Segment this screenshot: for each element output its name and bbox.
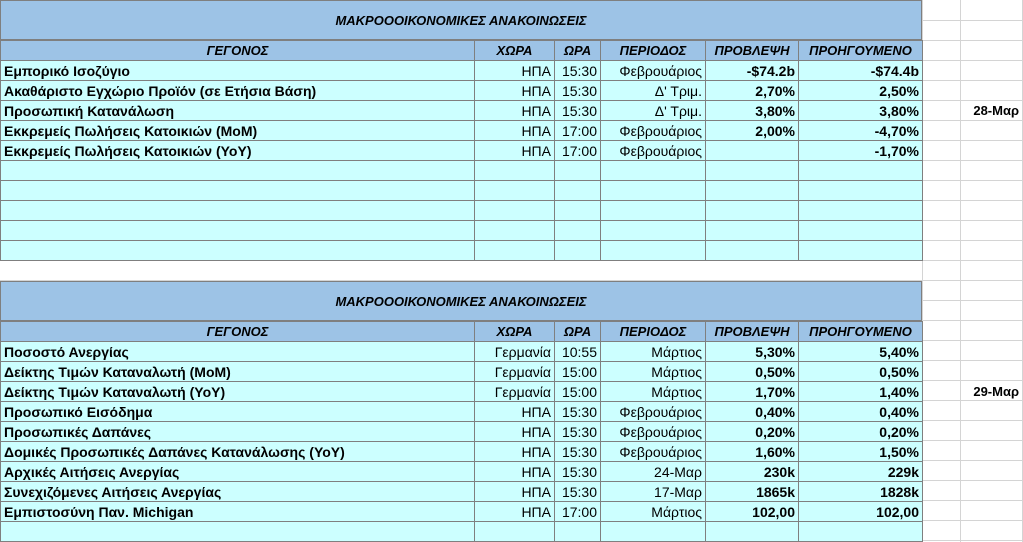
forecast-cell[interactable]: 3,80% <box>706 101 799 121</box>
header-forecast[interactable]: ΠΡΟΒΛΕΨΗ <box>706 322 799 342</box>
table-row <box>1 101 923 121</box>
period-cell[interactable] <box>601 161 706 181</box>
period-cell[interactable]: Μάρτιος <box>601 362 706 382</box>
header-country[interactable]: ΧΩΡΑ <box>475 41 555 61</box>
time-cell[interactable]: 15:30 <box>555 482 601 502</box>
country-cell[interactable] <box>475 181 555 201</box>
forecast-cell[interactable] <box>706 201 799 221</box>
country-cell[interactable]: Γερμανία <box>475 382 555 402</box>
table-row <box>1 61 923 81</box>
event-cell[interactable] <box>1 201 475 221</box>
event-cell[interactable]: Προσωπικό Εισόδημα <box>1 402 475 422</box>
country-cell[interactable]: ΗΠΑ <box>475 141 555 161</box>
time-cell[interactable]: 15:00 <box>555 382 601 402</box>
forecast-cell[interactable]: 0,40% <box>706 402 799 422</box>
period-cell[interactable]: Μάρτιος <box>601 502 706 522</box>
time-cell[interactable] <box>555 181 601 201</box>
country-cell[interactable]: ΗΠΑ <box>475 422 555 442</box>
forecast-cell[interactable]: 1,70% <box>706 382 799 402</box>
announcements-block-1 <box>0 0 922 261</box>
previous-cell[interactable]: -4,70% <box>799 121 923 141</box>
period-cell[interactable]: Φεβρουάριος <box>601 442 706 462</box>
time-cell[interactable]: 17:00 <box>555 121 601 141</box>
forecast-cell[interactable]: 230k <box>706 462 799 482</box>
forecast-cell[interactable] <box>706 181 799 201</box>
period-cell[interactable]: Δ' Τριμ. <box>601 81 706 101</box>
period-cell[interactable] <box>601 201 706 221</box>
time-cell[interactable] <box>555 161 601 181</box>
forecast-cell[interactable]: 0,50% <box>706 362 799 382</box>
period-cell[interactable]: 17-Μαρ <box>601 482 706 502</box>
period-cell[interactable] <box>601 522 706 542</box>
event-cell[interactable]: Συνεχιζόμενες Αιτήσεις Ανεργίας <box>1 482 475 502</box>
time-cell[interactable] <box>555 241 601 261</box>
table-row <box>1 422 923 442</box>
header-time[interactable]: ΩΡΑ <box>555 41 601 61</box>
previous-cell[interactable]: 0,40% <box>799 402 923 422</box>
country-cell[interactable]: ΗΠΑ <box>475 402 555 422</box>
header-row <box>1 41 923 61</box>
table-row <box>1 382 923 402</box>
time-cell[interactable]: 15:30 <box>555 101 601 121</box>
time-cell[interactable]: 15:30 <box>555 81 601 101</box>
table-title[interactable]: ΜΑΚΡΟΟΟΙΚΟΝΟΜΙΚΕΣ ΑΝΑΚΟΙΝΩΣΕΙΣ <box>0 0 922 40</box>
forecast-cell[interactable]: 0,20% <box>706 422 799 442</box>
event-cell[interactable]: Προσωπικές Δαπάνες <box>1 422 475 442</box>
period-cell[interactable]: 24-Μαρ <box>601 462 706 482</box>
table-row <box>1 522 923 542</box>
previous-cell[interactable]: 0,50% <box>799 362 923 382</box>
table-row <box>1 201 923 221</box>
event-cell[interactable] <box>1 161 475 181</box>
header-time[interactable]: ΩΡΑ <box>555 322 601 342</box>
forecast-cell[interactable] <box>706 161 799 181</box>
table-row <box>1 482 923 502</box>
forecast-cell[interactable] <box>706 522 799 542</box>
time-cell[interactable]: 17:00 <box>555 141 601 161</box>
forecast-cell[interactable]: 2,00% <box>706 121 799 141</box>
time-cell[interactable]: 15:30 <box>555 61 601 81</box>
event-cell[interactable]: Δομικές Προσωπικές Δαπάνες Κατανάλωσης (YoY) <box>1 442 475 462</box>
header-event[interactable]: ΓΕΓΟΝΟΣ <box>1 322 475 342</box>
table-row <box>1 442 923 462</box>
event-cell[interactable]: Εμπιστοσύνη Παν. Michigan <box>1 502 475 522</box>
previous-cell[interactable] <box>799 221 923 241</box>
event-cell[interactable] <box>1 181 475 201</box>
forecast-cell[interactable]: 5,30% <box>706 342 799 362</box>
table-row <box>1 181 923 201</box>
date-label-block-1[interactable]: 28-Μαρ <box>973 102 1019 118</box>
forecast-cell[interactable]: 102,00 <box>706 502 799 522</box>
period-cell[interactable]: Φεβρουάριος <box>601 422 706 442</box>
table-row <box>1 161 923 181</box>
period-cell[interactable]: Μάρτιος <box>601 342 706 362</box>
period-cell[interactable] <box>601 241 706 261</box>
time-cell[interactable] <box>555 221 601 241</box>
period-cell[interactable]: Φεβρουάριος <box>601 141 706 161</box>
header-period[interactable]: ΠΕΡΙΟΔΟΣ <box>601 41 706 61</box>
previous-cell[interactable] <box>799 201 923 221</box>
previous-cell[interactable]: 3,80% <box>799 101 923 121</box>
country-cell[interactable] <box>475 201 555 221</box>
table-row <box>1 221 923 241</box>
table-row <box>1 462 923 482</box>
previous-cell[interactable]: 102,00 <box>799 502 923 522</box>
country-cell[interactable]: ΗΠΑ <box>475 502 555 522</box>
previous-cell[interactable]: 5,40% <box>799 342 923 362</box>
forecast-cell[interactable] <box>706 141 799 161</box>
period-cell[interactable]: Φεβρουάριος <box>601 61 706 81</box>
country-cell[interactable] <box>475 522 555 542</box>
event-cell[interactable] <box>1 522 475 542</box>
country-cell[interactable] <box>475 221 555 241</box>
period-cell[interactable] <box>601 221 706 241</box>
event-cell[interactable]: Προσωπική Κατανάλωση <box>1 101 475 121</box>
announcements-table <box>0 321 923 542</box>
country-cell[interactable]: ΗΠΑ <box>475 81 555 101</box>
forecast-cell[interactable]: 1865k <box>706 482 799 502</box>
country-cell[interactable]: ΗΠΑ <box>475 482 555 502</box>
country-cell[interactable]: Γερμανία <box>475 342 555 362</box>
previous-cell[interactable] <box>799 161 923 181</box>
time-cell[interactable]: 15:00 <box>555 362 601 382</box>
period-cell[interactable]: Μάρτιος <box>601 382 706 402</box>
header-row <box>1 322 923 342</box>
period-cell[interactable]: Δ' Τριμ. <box>601 101 706 121</box>
time-cell[interactable]: 17:00 <box>555 502 601 522</box>
event-cell[interactable]: Αρχικές Αιτήσεις Ανεργίας <box>1 462 475 482</box>
period-cell[interactable] <box>601 181 706 201</box>
table-row <box>1 121 923 141</box>
event-cell[interactable]: Εκκρεμείς Πωλήσεις Κατοικιών (YoY) <box>1 141 475 161</box>
previous-cell[interactable]: 2,50% <box>799 81 923 101</box>
table-title[interactable]: ΜΑΚΡΟΟΟΙΚΟΝΟΜΙΚΕΣ ΑΝΑΚΟΙΝΩΣΕΙΣ <box>0 281 922 321</box>
time-cell[interactable]: 15:30 <box>555 442 601 462</box>
event-cell[interactable]: Ποσοστό Ανεργίας <box>1 342 475 362</box>
announcements-block-2 <box>0 281 922 542</box>
previous-cell[interactable] <box>799 181 923 201</box>
previous-cell[interactable]: 1,50% <box>799 442 923 462</box>
country-cell[interactable]: ΗΠΑ <box>475 101 555 121</box>
forecast-cell[interactable] <box>706 241 799 261</box>
period-cell[interactable]: Φεβρουάριος <box>601 121 706 141</box>
forecast-cell[interactable]: 1,60% <box>706 442 799 462</box>
header-country[interactable]: ΧΩΡΑ <box>475 322 555 342</box>
table-row <box>1 342 923 362</box>
event-cell[interactable]: Ακαθάριστο Εγχώριο Προϊόν (σε Ετήσια Βάση) <box>1 81 475 101</box>
event-cell[interactable] <box>1 221 475 241</box>
table-row <box>1 141 923 161</box>
country-cell[interactable]: ΗΠΑ <box>475 61 555 81</box>
table-row <box>1 241 923 261</box>
time-cell[interactable]: 15:30 <box>555 402 601 422</box>
table-row <box>1 402 923 422</box>
event-cell[interactable]: Δείκτης Τιμών Καταναλωτή (MoM) <box>1 362 475 382</box>
header-forecast[interactable]: ΠΡΟΒΛΕΨΗ <box>706 41 799 61</box>
time-cell[interactable]: 15:30 <box>555 462 601 482</box>
country-cell[interactable] <box>475 241 555 261</box>
previous-cell[interactable]: 0,20% <box>799 422 923 442</box>
event-cell[interactable]: Εμπορικό Ισοζύγιο <box>1 61 475 81</box>
time-cell[interactable]: 10:55 <box>555 342 601 362</box>
forecast-cell[interactable]: -$74.2b <box>706 61 799 81</box>
header-period[interactable]: ΠΕΡΙΟΔΟΣ <box>601 322 706 342</box>
country-cell[interactable]: ΗΠΑ <box>475 121 555 141</box>
time-cell[interactable]: 15:30 <box>555 422 601 442</box>
previous-cell[interactable]: 1,40% <box>799 382 923 402</box>
previous-cell[interactable]: 1828k <box>799 482 923 502</box>
time-cell[interactable] <box>555 522 601 542</box>
announcements-table <box>0 40 923 261</box>
previous-cell[interactable]: 229k <box>799 462 923 482</box>
table-row <box>1 362 923 382</box>
header-event[interactable]: ΓΕΓΟΝΟΣ <box>1 41 475 61</box>
forecast-cell[interactable] <box>706 221 799 241</box>
period-cell[interactable]: Φεβρουάριος <box>601 402 706 422</box>
previous-cell[interactable] <box>799 522 923 542</box>
time-cell[interactable] <box>555 201 601 221</box>
event-cell[interactable]: Εκκρεμείς Πωλήσεις Κατοικιών (MoM) <box>1 121 475 141</box>
country-cell[interactable]: ΗΠΑ <box>475 442 555 462</box>
header-previous[interactable]: ΠΡΟΗΓΟΥΜΕΝΟ <box>799 322 923 342</box>
forecast-cell[interactable]: 2,70% <box>706 81 799 101</box>
table-row <box>1 502 923 522</box>
country-cell[interactable] <box>475 161 555 181</box>
country-cell[interactable]: ΗΠΑ <box>475 462 555 482</box>
event-cell[interactable]: Δείκτης Τιμών Καταναλωτή (YoY) <box>1 382 475 402</box>
event-cell[interactable] <box>1 241 475 261</box>
table-row <box>1 81 923 101</box>
previous-cell[interactable]: -$74.4b <box>799 61 923 81</box>
header-previous[interactable]: ΠΡΟΗΓΟΥΜΕΝΟ <box>799 41 923 61</box>
previous-cell[interactable] <box>799 241 923 261</box>
date-label-block-2[interactable]: 29-Μαρ <box>973 383 1019 399</box>
country-cell[interactable]: Γερμανία <box>475 362 555 382</box>
previous-cell[interactable]: -1,70% <box>799 141 923 161</box>
